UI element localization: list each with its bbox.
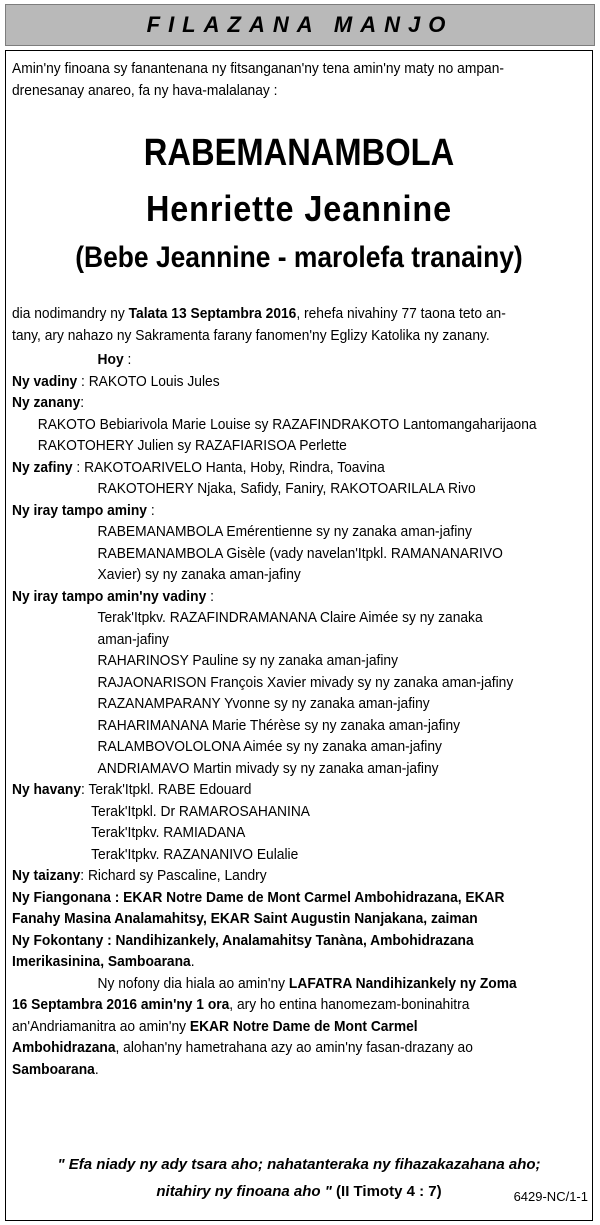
taizany-names: Richard sy Pascaline, Landry [87, 867, 267, 884]
havany-item: Terak'Itpkv. RAMIADANA [91, 824, 246, 841]
fokontany-end: . [190, 953, 195, 970]
zafiny-item: RAKOTOARIVELO Hanta, Hoby, Rindra, Toavina [84, 458, 385, 476]
vady-sep: : [77, 372, 89, 390]
zanany-item: RAKOTO Bebiarivola Marie Louise sy RAZAFINDRAKOTO Lantomangaharijaona [37, 415, 537, 433]
burial-line-4 [12, 1037, 588, 1059]
burial-l5-post: . [94, 1060, 99, 1078]
vady-name: RAKOTO Louis Jules [88, 372, 220, 390]
death-line-1 [12, 303, 588, 325]
burial-l4-bold: Ambohidrazana [12, 1039, 116, 1056]
zanany-label: Ny zanany [12, 394, 81, 411]
zanany-line [12, 392, 588, 414]
burial-l1-pre: Ny nofony dia hiala ao amin'ny [97, 974, 289, 992]
tampo-vady-line [12, 586, 588, 608]
burial-l4-post: , alohan'ny hametrahana azy ao amin'ny fasan-drazany ao [115, 1039, 473, 1056]
death-post-a: , rehefa nivahiny 77 taona teto an- [296, 305, 506, 322]
death-paragraph [12, 303, 588, 346]
family-section [12, 349, 588, 1080]
burial-line-5 [12, 1059, 588, 1081]
taizany-sep: : [80, 867, 88, 884]
deceased-given-names: Henriette Jeannine [145, 188, 453, 229]
havany-line [12, 779, 588, 801]
burial-l3-bold: EKAR Notre Dame de Mont Carmel [189, 1017, 418, 1035]
page-title: FILAZANA MANJO [5, 4, 595, 46]
death-pre: dia nodimandry ny [12, 305, 129, 322]
fokontany-label: Ny Fokontany : [12, 931, 116, 949]
havany-label: Ny havany [12, 781, 82, 798]
quote-reference: (II Timoty 4 : 7) [336, 1183, 442, 1200]
burial-line-1 [12, 973, 588, 995]
fokontany-line-2 [12, 951, 588, 973]
fiangonana-line-1 [12, 887, 588, 909]
tampo-vady-item: ANDRIAMAVO Martin mivady sy ny zanaka aman-jafiny [97, 759, 439, 777]
burial-l3-pre: an'Andriamanitra ao amin'ny [12, 1017, 190, 1035]
tampo-vady-item: Terak'Itpkv. RAZAFINDRAMANANA Claire Aimée sy ny zanaka [97, 609, 483, 626]
tampo-item: RABEMANAMBOLA Gisèle (vady navelan'Itpkl. RAMANANARIVO [97, 544, 503, 562]
zafiny-line [12, 457, 588, 479]
tampo-item: RABEMANAMBOLA Emérentienne sy ny zanaka aman-jafiny [97, 523, 472, 540]
havany-item: Terak'Itpkl. Dr RAMAROSAHANINA [91, 802, 310, 820]
fiangonana-text-1: EKAR Notre Dame de Mont Carmel Ambohidrazana, EKAR [123, 888, 505, 906]
intro-line-1: Amin'ny finoana sy fanantenana ny fitsanganan'ny tena amin'ny maty no ampan- [12, 60, 504, 77]
quote-line-2-text: nitahiry ny finoana aho " [156, 1183, 337, 1200]
burial-l5-bold: Samboarana [12, 1060, 95, 1078]
zanany-sep: : [80, 394, 85, 411]
havany-sep: : [81, 781, 89, 798]
tampo-vady-item: aman-jafiny [97, 630, 169, 648]
zafiny-sep: : [72, 458, 85, 476]
burial-l1-bold: LAFATRA Nandihizankely ny Zoma [288, 974, 517, 992]
fokontany-text-1: Nandihizankely, Analamahitsy Tanàna, Ambohidrazana [115, 931, 474, 949]
death-date: Talata 13 Septambra 2016 [128, 305, 297, 322]
tampo-vady-label: Ny iray tampo amin'ny vadiny [12, 587, 207, 605]
fokontany-line-1 [12, 930, 588, 952]
death-line-2: tany, ary nahazo ny Sakramenta farany fanomen'ny Eglizy Katolika ny zanany. [12, 326, 490, 344]
hoy-suffix: : [123, 351, 132, 368]
intro-line-2: drenesanay anareo, fa ny hava-malalanay : [12, 81, 278, 99]
deceased-surname: RABEMANAMBOLA [143, 132, 455, 174]
fokontany-text-2: Imerikasinina, Samboarana [12, 953, 191, 970]
taizany-line [12, 865, 588, 887]
hoy-label: Hoy [97, 351, 124, 368]
fiangonana-line-2 [12, 908, 588, 930]
burial-l2-bold: 16 Septambra 2016 amin'ny 1 ora [12, 996, 230, 1013]
tampo-sep: : [146, 501, 155, 519]
tampo-vady-sep: : [206, 587, 214, 605]
havany-item: Terak'Itpkl. RABE Edouard [88, 781, 252, 798]
deceased-nickname: (Bebe Jeannine - marolefa tranainy) [75, 241, 523, 274]
tampo-vady-item: RAJAONARISON François Xavier mivady sy ny zanaka aman-jafiny [97, 673, 514, 691]
burial-line-2 [12, 994, 588, 1016]
zafiny-label: Ny zafiny [12, 458, 73, 476]
vady-label: Ny vadiny [12, 372, 78, 390]
intro-paragraph [12, 58, 588, 101]
burial-line-3 [12, 1016, 588, 1038]
tampo-vady-item: RALAMBOVOLOLONA Aimée sy ny zanaka aman-jafiny [97, 738, 442, 755]
havany-item: Terak'Itpkv. RAZANANIVO Eulalie [91, 845, 299, 863]
fiangonana-text-2: Fanahy Masina Analamahitsy, EKAR Saint Augustin Nanjakana, zaiman [12, 910, 478, 927]
tampo-label: Ny iray tampo aminy [12, 501, 147, 519]
vady-line [12, 371, 588, 393]
taizany-label: Ny taizany [12, 867, 81, 884]
tampo-line [12, 500, 588, 522]
zanany-item: RAKOTOHERY Julien sy RAZAFIARISOA Perlette [37, 437, 347, 454]
tampo-vady-item: RAZANAMPARANY Yvonne sy ny zanaka aman-jafiny [97, 695, 430, 712]
zafiny-item: RAKOTOHERY Njaka, Safidy, Faniry, RAKOTOARILALA Rivo [97, 480, 476, 497]
burial-l2-post: , ary ho entina hanomezam-boninahitra [229, 996, 470, 1013]
tampo-item: Xavier) sy ny zanaka aman-jafiny [97, 566, 301, 583]
tampo-vady-item: RAHARIMANANA Marie Thérèse sy ny zanaka aman-jafiny [97, 716, 461, 734]
quote-line-2 [5, 1183, 593, 1200]
fiangonana-label: Ny Fiangonana : [12, 888, 124, 906]
hoy-line [12, 349, 588, 371]
tampo-vady-item: RAHARINOSY Pauline sy ny zanaka aman-jafiny [97, 652, 398, 669]
notice-reference: 6429-NC/1-1 [513, 1189, 588, 1204]
quote-line-1: " Efa niady ny ady tsara aho; nahatanteraka ny fihazakazahana aho; [57, 1156, 541, 1173]
